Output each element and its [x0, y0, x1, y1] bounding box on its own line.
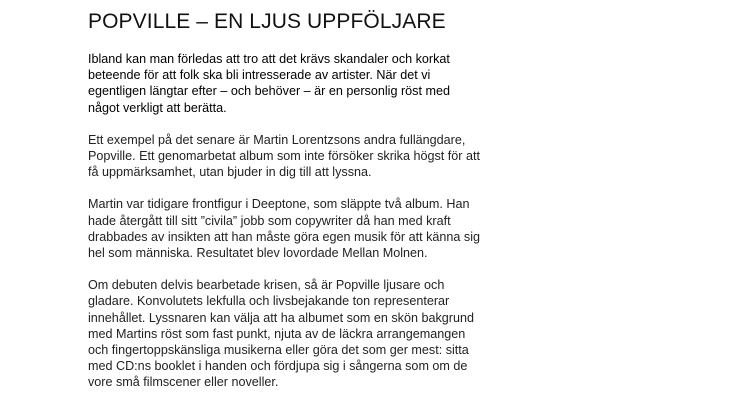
paragraph-background [88, 196, 558, 261]
text-line: med Martins röst som fast punkt, njuta av de läckra arrangemangen [88, 326, 466, 341]
article [88, 9, 558, 391]
text-line: något verkligt att berätta. [88, 100, 227, 115]
text-line: drabbades av insikten att han måste göra egen musik för att känna sig [88, 229, 481, 244]
text-line: Om debuten delvis bearbetade krisen, så är Popville ljusare och [88, 278, 445, 293]
text-line: Ett exempel på det senare är Martin Lorentzsons andra fullängdare, [88, 132, 466, 147]
text-line: egentligen längtar efter – och behöver – är en personlig röst med [88, 84, 450, 99]
text-line: innehållet. Lyssnaren kan välja att ha albumet som en skön bakgrund [88, 310, 474, 325]
text-line: och fingertoppskänsliga musikerna eller göra det som ger mest: sitta [88, 343, 469, 358]
text-line: Martin var tidigare frontfigur i Deeptone, som släppte två album. Han [88, 197, 470, 212]
text-line: vore små filmscener eller noveller. [88, 375, 279, 390]
text-line: med CD:ns booklet i handen och fördjupa sig i sångerna som om de [88, 359, 468, 374]
text-line: beteende för att folk ska bli intresserade av artister. När det vi [88, 68, 431, 83]
paragraph-intro [88, 51, 558, 116]
paragraph-popville [88, 277, 558, 390]
text-line: Ibland kan man förledas att tro att det krävs skandaler och korkat [88, 52, 450, 66]
paragraph-example [88, 132, 558, 181]
text-line: få uppmärksamhet, utan bjuder in dig till att lyssna. [88, 165, 372, 180]
text-line: hel som människa. Resultatet blev lovordade Mellan Molnen. [88, 246, 428, 261]
text-line: hade återgått till sitt ”civila” jobb som copywriter då han med kraft [88, 213, 451, 228]
text-line: Popville. Ett genomarbetat album som inte försöker skrika högst för att [88, 149, 480, 164]
text-line: gladare. Konvolutets lekfulla och livsbejakande ton representerar [88, 294, 450, 309]
article-title: POPVILLE – EN LJUS UPPFÖLJARE [88, 10, 446, 33]
